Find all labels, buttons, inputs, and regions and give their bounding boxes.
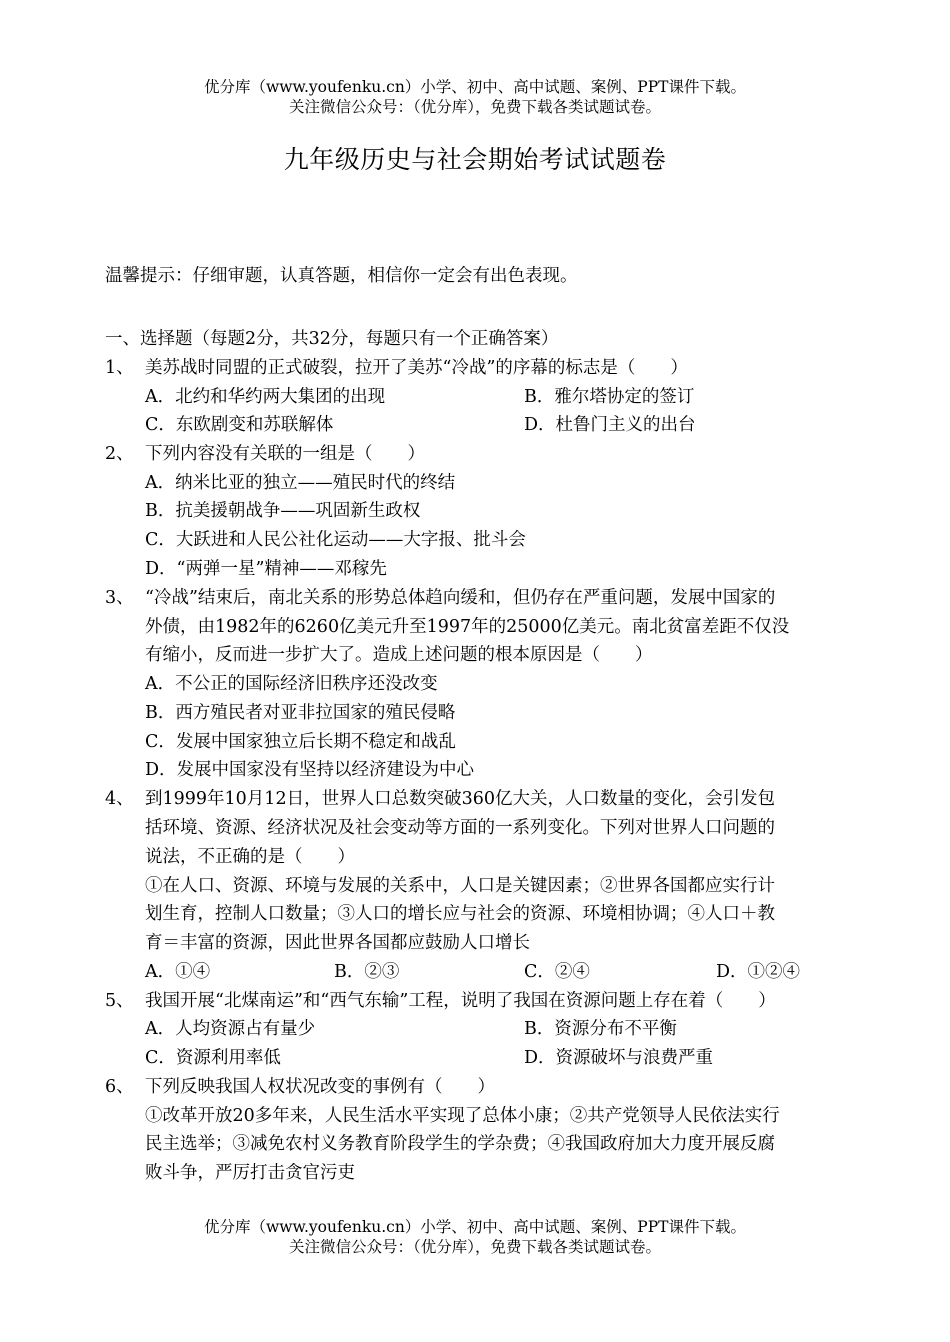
page-title: 九年级历史与社会期始考试试题卷 (283, 145, 667, 174)
q4-option-b: B．②③ (334, 962, 400, 982)
question-3-number: 3、 (105, 588, 134, 608)
footer-line-2: 关注微信公众号：（优分库），免费下载各类试题试卷。 (288, 1238, 661, 1256)
page-header (0, 77, 950, 117)
question-3-stem-line-2: 外债，由1982年的6260亿美元升至1997年的25000亿美元。南北贫富差距不仅没 (145, 617, 790, 637)
q3-option-d: D．发展中国家没有坚持以经济建设为中心 (145, 760, 475, 780)
q3-option-c: C．发展中国家独立后长期不稳定和战乱 (145, 732, 456, 752)
section-heading: 一、选择题（每题2分，共32分，每题只有一个正确答案） (105, 329, 559, 349)
question-2-number: 2、 (105, 444, 134, 464)
q1-option-b: B．雅尔塔协定的签订 (524, 387, 695, 407)
q3-option-a: A．不公正的国际经济旧秩序还没改变 (145, 674, 438, 694)
q1-option-d: D．杜鲁门主义的出台 (524, 415, 696, 435)
question-3-stem-line-3: 有缩小，反而进一步扩大了。造成上述问题的根本原因是（ ） (145, 645, 653, 665)
question-6-item-line-1: ①改革开放20多年来，人民生活水平实现了总体小康；②共产党领导人民依法实行 (145, 1106, 780, 1126)
question-6-item-line-3: 败斗争，严厉打击贪官污吏 (145, 1163, 355, 1183)
question-4-number: 4、 (105, 789, 134, 809)
q4-option-a: A．①④ (145, 962, 211, 982)
header-line-2: 关注微信公众号：（优分库），免费下载各类试题试卷。 (288, 98, 661, 116)
q5-option-d: D．资源破坏与浪费严重 (524, 1048, 714, 1068)
footer-line-1: 优分库（www.youfenku.cn）小学、初中、高中试题、案例、PPT课件下载。 (203, 1218, 747, 1236)
question-4-item-line-1: ①在人口、资源、环境与发展的关系中，人口是关键因素；②世界各国都应实行计 (145, 876, 775, 896)
q2-option-c: C．大跃进和人民公社化运动——大字报、批斗会 (145, 530, 526, 550)
q5-option-b: B．资源分布不平衡 (524, 1019, 677, 1039)
question-4-stem-line-2: 括环境、资源、经济状况及社会变动等方面的一系列变化。下列对世界人口问题的 (145, 818, 775, 838)
question-4-item-line-3: 育＝丰富的资源，因此世界各国都应鼓励人口增长 (145, 933, 530, 953)
question-6-number: 6、 (105, 1077, 134, 1097)
question-3-stem-line-1: “冷战”结束后，南北关系的形势总体趋向缓和，但仍存在严重问题，发展中国家的 (145, 588, 776, 608)
question-1-number: 1、 (105, 358, 134, 378)
page-footer (0, 1217, 950, 1257)
question-5-number: 5、 (105, 991, 134, 1011)
q4-option-c: C．②④ (524, 962, 590, 982)
q4-option-d: D．①②④ (716, 962, 801, 982)
q5-option-a: A．人均资源占有量少 (145, 1019, 316, 1039)
q3-option-b: B．西方殖民者对亚非拉国家的殖民侵略 (145, 703, 456, 723)
tip-text: 温馨提示：仔细审题，认真答题，相信你一定会有出色表现。 (105, 266, 578, 286)
question-6-stem: 下列反映我国人权状况改变的事例有（ ） (145, 1077, 495, 1097)
question-5-stem: 我国开展“北煤南运”和“西气东输”工程，说明了我国在资源问题上存在着（ ） (145, 991, 776, 1011)
q1-option-a: A．北约和华约两大集团的出现 (145, 387, 386, 407)
question-2-stem: 下列内容没有关联的一组是（ ） (145, 444, 425, 464)
q2-option-a: A．纳米比亚的独立——殖民时代的终结 (145, 473, 456, 493)
question-6-item-line-2: 民主选举；③减免农村义务教育阶段学生的学杂费；④我国政府加大力度开展反腐 (145, 1134, 775, 1154)
header-line-1: 优分库（www.youfenku.cn）小学、初中、高中试题、案例、PPT课件下载。 (203, 78, 747, 96)
question-4-stem-line-3: 说法，不正确的是（ ） (145, 847, 355, 867)
q5-option-c: C．资源利用率低 (145, 1048, 281, 1068)
question-4-item-line-2: 划生育，控制人口数量；③人口的增长应与社会的资源、环境相协调；④人口＋教 (145, 904, 775, 924)
q2-option-b: B．抗美援朝战争——巩固新生政权 (145, 501, 421, 521)
question-1-stem: 美苏战时同盟的正式破裂，拉开了美苏“冷战”的序幕的标志是（ ） (145, 358, 688, 378)
q1-option-c: C．东欧剧变和苏联解体 (145, 415, 334, 435)
q2-option-d: D．“两弹一星”精神——邓稼先 (145, 559, 387, 579)
question-4-stem-line-1: 到1999年10月12日，世界人口总数突破360亿大关，人口数量的变化，会引发包 (145, 789, 775, 809)
